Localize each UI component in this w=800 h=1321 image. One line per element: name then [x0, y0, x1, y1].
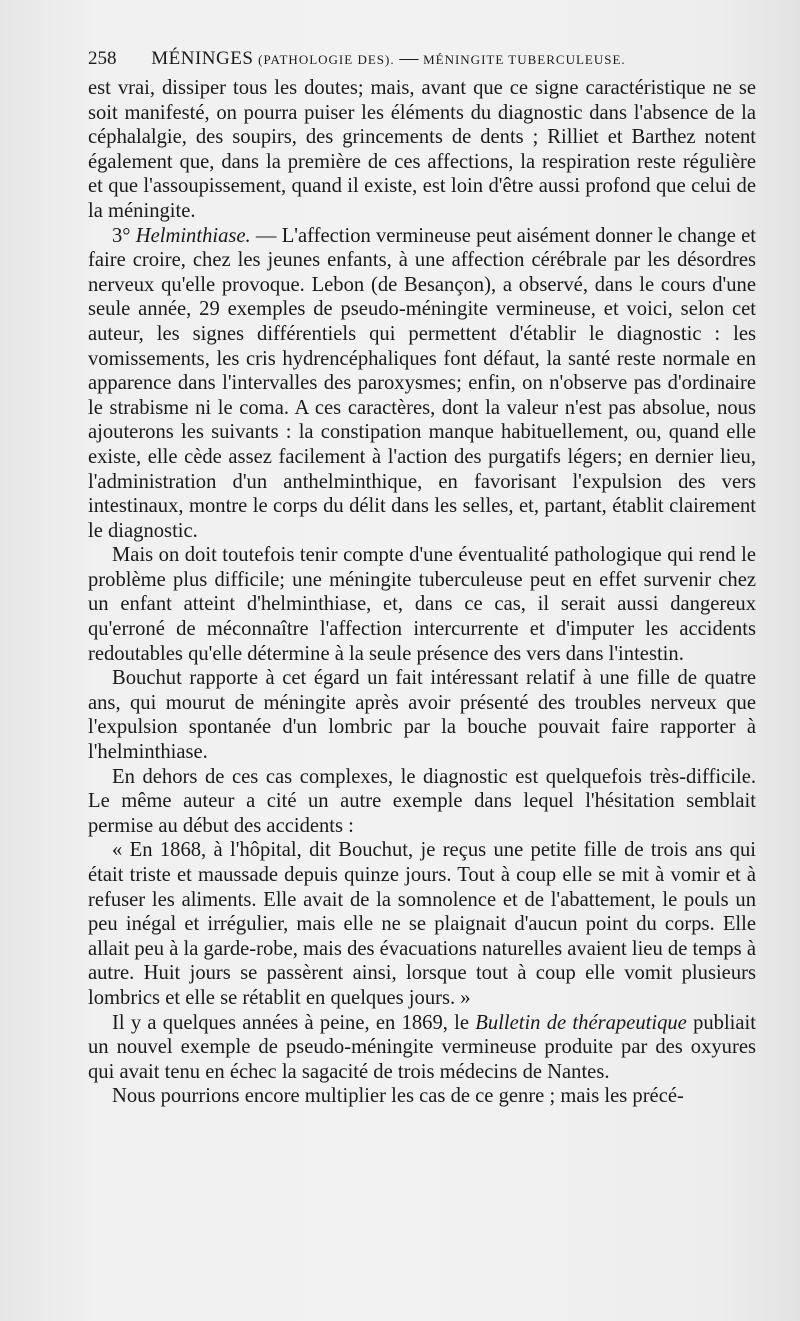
paragraph-7-text: Il y a quelques années à peine, en 1869, le: [112, 1011, 476, 1034]
section-heading: Helminthiase.: [135, 224, 251, 247]
quotation-paragraph: « En 1868, à l'hôpital, dit Bouchut, je reçus une petite fille de trois ans qui était triste et maussade depuis quinze jours. Tout à coup elle se mit à vomir et à refuser les aliments. Elle avait de la somnolence et de l'abattement, le pouls un peu inégal et irrégulier, mais elle ne se plaignait d'aucun point du corps. Elle allait peu à la garde-robe, mais des évacuations naturelles avaient lieu de temps à autre. Huit jours se passèrent ainsi, lorsque tout à coup elle vomit plusieurs lombrics et elle se rétablit en quelques jours. »: [88, 839, 756, 1009]
paragraph-3: Mais on doit toutefois tenir compte d'une éventualité pathologique qui rend le problème plus difficile; une méningite tuberculeuse peut en effet survenir chez un enfant atteint d'helminthiase, et, dans ce cas, il serait aussi dangereux qu'erroné de méconnaître l'affection intercurrente et d'imputer les accidents redoutables qu'elle détermine à la seule présence des vers dans l'intestin.: [88, 544, 756, 665]
header-title-paren: (PATHOLOGIE DES).: [258, 52, 395, 67]
paragraph-5: En dehors de ces cas complexes, le diagnostic est quelquefois très-difficile. Le même auteur a cité un autre exemple dans lequel l'hésitation semblait permise au début des accidents :: [88, 765, 756, 837]
header-dash: —: [399, 48, 419, 69]
running-header: [88, 44, 768, 75]
paragraph-7-tail: publiait un nouvel exemple de pseudo-méningite vermineuse produite par des oxyures qui avait tenu en échec la sagacité de trois médecins de Nantes.: [88, 1011, 756, 1083]
page-number: 258: [88, 48, 117, 69]
body-text: [88, 76, 756, 1109]
journal-title: Bulletin de thérapeutique: [475, 1011, 687, 1034]
section-number: 3°: [112, 224, 136, 247]
header-title: MÉNINGES: [151, 48, 254, 69]
paragraph-2-text: — L'affection vermineuse peut aisément donner le change et faire croire, chez les jeunes enfants, à une affection cérébrale par les désordres nerveux qu'elle provoque. Lebon (de Besançon), a observé, dans le cours d'une seule année, 29 exemples de pseudo-méningite vermineuse, et voici, selon cet auteur, les signes différentiels qui permettent d'établir le diagnostic : les vomissements, les cris hydrencéphaliques font défaut, la santé reste normale en apparence dans l'intervalles des paroxysmes; enfin, on n'observe pas d'ordinaire le strabisme ni le coma. A ces caractères, dont la valeur n'est pas absolue, nous ajouterons les suivants : la constipation manque habituellement, ou, quand elle existe, elle cède assez facilement à l'action des purgatifs légers; en dernier lieu, l'administration d'un anthelminthique, en favorisant l'expulsion des vers intestinaux, montre le corps du délit dans les selles, et, partant, établit clairement le diagnostic.: [88, 224, 756, 542]
paragraph-1: est vrai, dissiper tous les doutes; mais, avant que ce signe caractéristique ne se soit manifesté, on pourra puiser les éléments du diagnostic dans l'absence de la céphalalgie, des soupirs, des grincements de dents ; Rilliet et Barthez notent également que, dans la première de ces affections, la respiration reste régulière et que l'assoupissement, quand il existe, est loin d'être aussi profond que celui de la méningite.: [88, 77, 756, 222]
header-subtitle: MÉNINGITE TUBERCULEUSE.: [423, 52, 626, 67]
paragraph-helminthiase: [88, 224, 756, 544]
paragraph-4: Bouchut rapporte à cet égard un fait intéressant relatif à une fille de quatre ans, qui mourut de méningite après avoir présenté des troubles nerveux que l'expulsion spontanée d'un lombric par la bouche pouvait faire rapporter à l'helminthiase.: [88, 667, 756, 764]
paragraph-8: Nous pourrions encore multiplier les cas de ce genre ; mais les précé-: [112, 1085, 684, 1108]
paragraph-7: [88, 1011, 756, 1085]
